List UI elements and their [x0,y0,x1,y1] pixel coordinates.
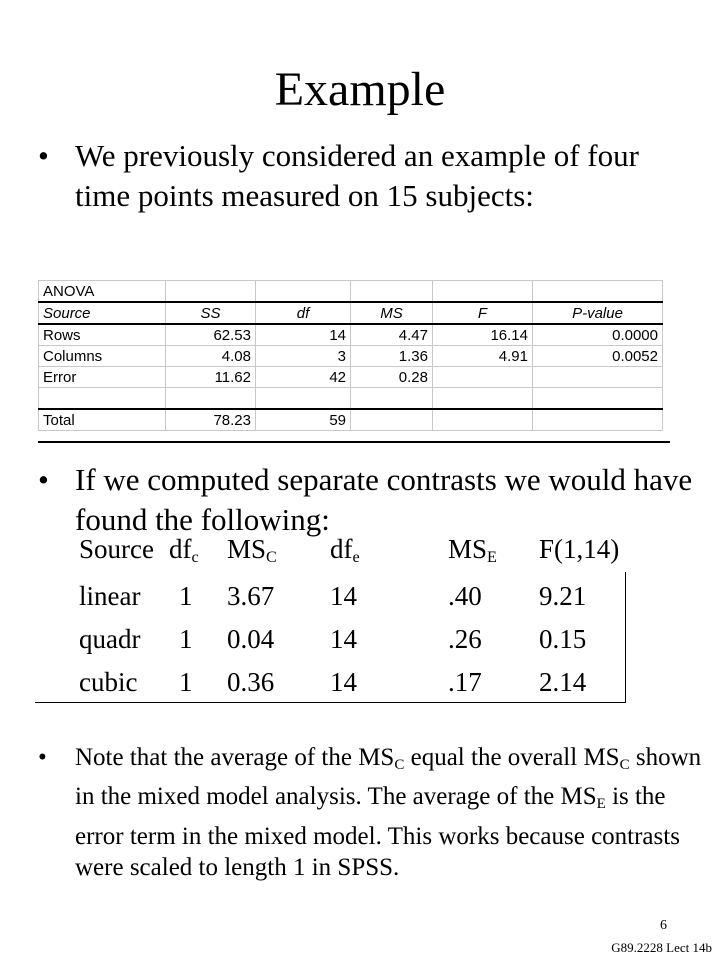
contrast-cell: linear [79,581,141,611]
table-row [39,409,663,431]
anova-cell [39,388,166,410]
bullet-dot: • [38,138,49,173]
contrast-cell: .40 [448,581,482,611]
table-row [39,346,663,367]
contrast-cell: quadr [79,624,141,654]
contrast-cell: 1 [179,667,193,697]
bullet-3-text: Note that the average of the $MS_C$ equal the overall $MS_C$ shown in the mixed model analysis. The average of the $MS_E$ is the error term in the mixed model. This works because contrasts were scaled to length 1 in SPSS. [75,744,702,881]
anova-cell: 11.62 [166,367,256,388]
bullet-2-text: If we computed separate contrasts we would have found the following: [75,462,693,537]
anova-cell: Error [39,367,166,388]
contrast-cell: 14 [330,624,357,654]
bullet-dot: • [38,744,47,771]
anova-header-cell: Source [39,302,166,324]
contrast-cell: 14 [330,667,357,697]
anova-caption-row [39,281,663,303]
anova-cell [533,367,663,388]
anova-cell: 78.23 [166,409,256,431]
anova-cell: 42 [256,367,351,388]
anova-cell: 3 [256,346,351,367]
anova-cell [433,367,533,388]
anova-header-cell: F [433,302,533,324]
anova-cell: 0.0000 [533,324,663,346]
contrast-cell: cubic [79,667,138,697]
anova-cell: Rows [39,324,166,346]
slide-title: Example [274,63,446,116]
contrast-header-source: Source [79,534,154,564]
anova-header-cell: df [256,302,351,324]
anova-cell [533,388,663,410]
contrast-cell: 9.21 [539,581,587,611]
anova-cell: Columns [39,346,166,367]
contrast-cell: 3.67 [227,581,275,611]
anova-cell: 14 [256,324,351,346]
anova-cell [533,409,663,431]
bullet-dot: • [38,462,49,497]
anova-header-cell: MS [351,302,433,324]
anova-cell [166,388,256,410]
contrast-cell: 1 [179,581,193,611]
anova-cell [256,388,351,410]
contrast-cell: .17 [448,667,482,697]
anova-cell: Total [39,409,166,431]
anova-caption: ANOVA [39,281,166,303]
anova-cell: 1.36 [351,346,433,367]
contrast-cell: 2.14 [539,667,587,697]
table-row [39,367,663,388]
anova-header-cell: SS [166,302,256,324]
contrast-header-mse: $MS_E$ [448,534,497,567]
anova-cell: 59 [256,409,351,431]
table-bottom-rule [38,441,670,443]
anova-cell: 62.53 [166,324,256,346]
anova-cell [433,409,533,431]
page-number: 6 [660,918,667,933]
anova-header-cell: P-value [533,302,663,324]
anova-table [38,280,663,431]
anova-cell: 4.47 [351,324,433,346]
contrast-header-msc: $MS_C$ [227,534,277,567]
anova-cell [433,388,533,410]
table-row [39,324,663,346]
table-row [39,388,663,410]
contrast-header-dfc: $df_c$ [169,534,199,567]
contrast-header-dfe: $df_e$ [330,534,360,567]
anova-header-row [39,302,663,324]
contrast-cell: 0.04 [227,624,275,654]
anova-cell: 4.91 [433,346,533,367]
contrast-header-f: F(1,14) [539,534,620,564]
anova-cell [351,388,433,410]
anova-cell: 4.08 [166,346,256,367]
contrast-cell: .26 [448,624,482,654]
contrast-cell: 0.36 [227,667,275,697]
anova-cell: 0.28 [351,367,433,388]
contrast-cell: 0.15 [539,624,587,654]
contrast-cell: 1 [179,624,193,654]
anova-cell: 16.14 [433,324,533,346]
footer-course-label: G89.2228 Lect 14b [611,940,712,955]
bullet-1-text: We previously considered an example of four time points measured on 15 subjects: [75,138,639,213]
contrast-cell: 14 [330,581,357,611]
anova-cell [351,409,433,431]
anova-cell: 0.0052 [533,346,663,367]
